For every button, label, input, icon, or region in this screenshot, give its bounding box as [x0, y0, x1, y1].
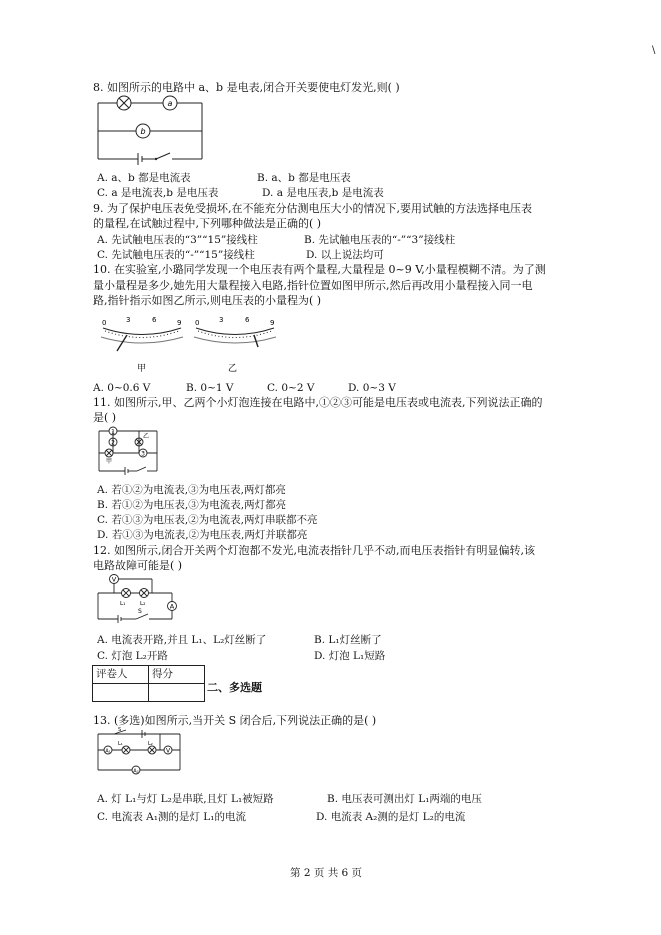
question-9-stem-line2: 的量程,在试触过程中,下列哪种做法是正确的( ): [93, 217, 322, 230]
dial-tick-9: 9: [177, 319, 182, 327]
question-8-stem: 8. 如图所示的电路中 a、b 是电表,闭合开关要使电灯发光,则( ): [93, 81, 400, 94]
question-11-option-c: C. 若①③为电压表,②为电流表,两灯串联都不亮: [97, 514, 318, 526]
question-9-option-d: D. 以上说法均可: [306, 249, 384, 261]
question-8-option-c: C. a 是电流表,b 是电压表: [97, 187, 219, 199]
meter-3-label: 3: [141, 450, 145, 458]
question-10-stem-line2: 量小量程是多少,她先用大量程接入电路,指针位置如图甲所示,然后再改用小量程接入同一电: [93, 279, 533, 292]
question-9-option-c: C. 先试触电压表的“-”“15”接线柱: [97, 249, 255, 261]
question-8-circuit-diagram: [96, 95, 206, 165]
question-12-option-d: D. 灯泡 L₁短路: [314, 650, 386, 662]
grader-cell[interactable]: [93, 684, 149, 702]
meter-a-label: a: [167, 99, 173, 108]
meter-2-label: 2: [111, 439, 115, 447]
score-cell[interactable]: [149, 684, 205, 702]
question-12-stem-line2: 电路故障可能是( ): [93, 559, 183, 572]
voltmeter-dial-jia: [97, 313, 187, 375]
question-10-option-a: A. 0~0.6 V: [93, 382, 151, 394]
grader-header: 评卷人: [93, 666, 149, 684]
question-13-option-b: B. 电压表可测出灯 L₁两端的电压: [327, 793, 482, 805]
question-13-option-a: A. 灯 L₁与灯 L₂是串联,且灯 L₁被短路: [97, 793, 274, 805]
question-11-option-b: B. 若①②为电压表,③为电流表,两灯都亮: [97, 499, 287, 511]
meter-a2-label: A₂: [133, 768, 139, 775]
lamp-l2-label: L₂: [140, 601, 146, 607]
question-12-circuit-diagram: [96, 573, 180, 625]
voltmeter-dial-yi: [190, 313, 280, 375]
question-9-option-a: A. 先试触电压表的“3”“15”接线柱: [97, 234, 258, 246]
question-13-stem: 13. (多选)如图所示,当开关 S 闭合后,下列说法正确的是( ): [93, 714, 377, 727]
lamp-l1-label: L₁: [120, 601, 126, 607]
dial-tick-3: 3: [219, 316, 224, 324]
score-header: 得分: [149, 666, 205, 684]
question-12-stem-line1: 12. 如图所示,闭合开关两个灯泡都不发光,电流表指针几乎不动,而电压表指针有明显偏转,该: [93, 544, 535, 557]
question-11-circuit-diagram: [97, 427, 159, 477]
question-11-stem-line1: 11. 如图所示,甲、乙两个小灯泡连接在电路中,①②③可能是电压表或电流表,下列说法正确的: [93, 396, 543, 409]
question-10-option-d: D. 0~3 V: [348, 382, 396, 394]
question-9-stem-line1: 9. 为了保护电压表免受损坏,在不能充分估测电压大小的情况下,要用试触的方法选择电压表: [93, 202, 532, 215]
corner-mark: \: [652, 45, 656, 56]
lamp-yi-label: 乙: [143, 433, 150, 440]
question-13-option-c: C. 电流表 A₁测的是灯 L₁的电流: [97, 811, 246, 823]
page-footer: 第 2 页 共 6 页: [290, 867, 363, 879]
lamp-jia-label: 甲: [106, 458, 113, 465]
dial-tick-0: 0: [102, 319, 107, 327]
lamp-l2-label: L₂: [148, 741, 153, 747]
question-10-stem-line3: 路,指针指示如图乙所示,则电压表的小量程为( ): [93, 294, 322, 307]
question-8-option-a: A. a、b 都是电流表: [97, 172, 191, 184]
dial-tick-6: 6: [245, 316, 250, 324]
meter-a-label: A: [169, 602, 175, 611]
question-13-option-d: D. 电流表 A₂测的是灯 L₂的电流: [316, 811, 466, 823]
question-11-option-a: A. 若①②为电流表,③为电压表,两灯都亮: [97, 484, 286, 496]
dial-tick-6: 6: [152, 316, 157, 324]
question-9-option-b: B. 先试触电压表的“-”“3”接线柱: [304, 234, 456, 246]
dial-tick-3: 3: [126, 316, 131, 324]
score-table: [92, 665, 205, 702]
dial-label-jia: 甲: [137, 364, 147, 374]
section-2-heading: 二、多选题: [207, 681, 262, 694]
question-11-stem-line2: 是( ): [93, 411, 117, 424]
dial-tick-0: 0: [195, 319, 200, 327]
meter-b-label: b: [140, 127, 146, 136]
switch-s-label: S: [138, 608, 142, 615]
question-12-option-b: B. L₁灯丝断了: [314, 634, 382, 646]
question-8-option-d: D. a 是电压表,b 是电流表: [262, 187, 384, 199]
dial-label-yi: 乙: [228, 364, 238, 374]
question-8-option-b: B. a、b 都是电压表: [257, 172, 351, 184]
question-13-circuit-diagram: [96, 728, 186, 774]
lamp-l1-label: L₁: [118, 741, 123, 747]
question-12-option-c: C. 灯泡 L₂开路: [97, 650, 168, 662]
meter-v-label: V: [165, 747, 171, 755]
question-12-option-a: A. 电流表开路,并且 L₁、L₂灯丝断了: [97, 634, 267, 646]
question-10-stem-line1: 10. 在实验室,小璐同学发现一个电压表有两个量程,大量程是 0~9 V,小量程模糊不清。为了测: [93, 263, 546, 276]
switch-s-label: S: [118, 727, 122, 733]
question-11-option-d: D. 若①③为电流表,②为电压表,两灯并联都亮: [97, 529, 308, 541]
question-10-option-b: B. 0~1 V: [186, 382, 234, 394]
meter-a1-label: A₁: [105, 748, 111, 755]
question-10-option-c: C. 0~2 V: [267, 382, 315, 394]
meter-v-label: V: [111, 575, 117, 584]
meter-1-label: 1: [111, 428, 115, 436]
dial-tick-9: 9: [270, 319, 275, 327]
